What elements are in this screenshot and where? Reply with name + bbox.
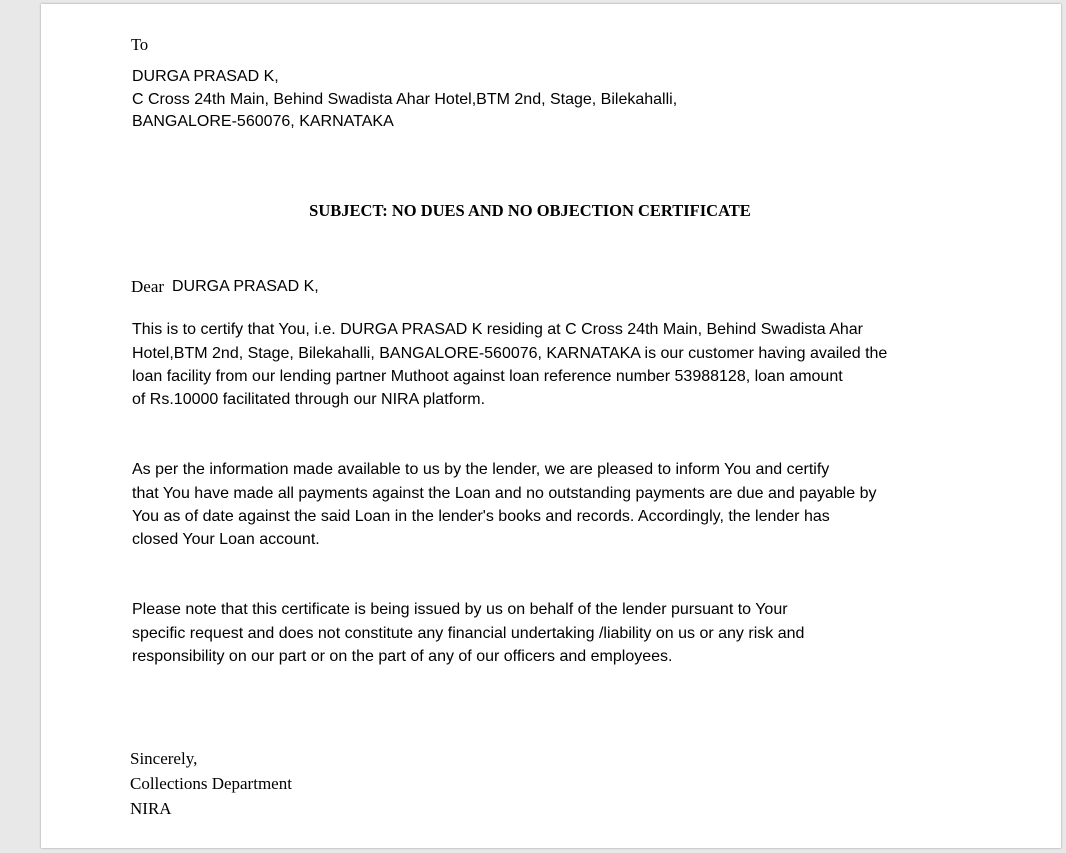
greeting-label: Dear [131,277,165,296]
paragraph2-line: You as of date against the said Loan in the lender's books and records. Accordingly, the lender has [132,508,830,525]
paragraph3-line: specific request and does not constitute any financial undertaking /liability on us or any risk and [132,625,805,642]
paragraph2-line: As per the information made available to us by the lender, we are pleased to inform You and certify [132,461,830,478]
recipient-name: DURGA PRASAD K, [132,68,279,85]
paragraph1-line: This is to certify that You, i.e. DURGA PRASAD K residing at C Cross 24th Main, Behind Swadista Ahar [132,321,863,338]
paragraph3-line: Please note that this certificate is being issued by us on behalf of the lender pursuant to Your [132,601,788,618]
subject-heading: SUBJECT: NO DUES AND NO OBJECTION CERTIFICATE [309,201,751,220]
to-label: To [131,35,149,54]
department-name: Collections Department [130,774,292,793]
company-name: NIRA [130,799,172,818]
paragraph1-line: of Rs.10000 facilitated through our NIRA platform. [132,391,486,408]
paragraph2-line: that You have made all payments against the Loan and no outstanding payments are due and payable by [132,485,877,502]
recipient-address-line1: C Cross 24th Main, Behind Swadista Ahar Hotel,BTM 2nd, Stage, Bilekahalli, [132,91,678,108]
paragraph3-line: responsibility on our part or on the part of any of our officers and employees. [132,648,673,665]
paragraph1-line: Hotel,BTM 2nd, Stage, Bilekahalli, BANGALORE-560076, KARNATAKA is our customer having availed the [132,345,888,362]
paragraph1-line: loan facility from our lending partner Muthoot against loan reference number 53988128, loan amount [132,368,843,385]
greeting-name: DURGA PRASAD K, [172,278,319,295]
document-page [41,4,1061,848]
paragraph2-line: closed Your Loan account. [132,531,320,548]
recipient-address-line2: BANGALORE-560076, KARNATAKA [132,113,394,130]
sign-off: Sincerely, [130,749,198,768]
